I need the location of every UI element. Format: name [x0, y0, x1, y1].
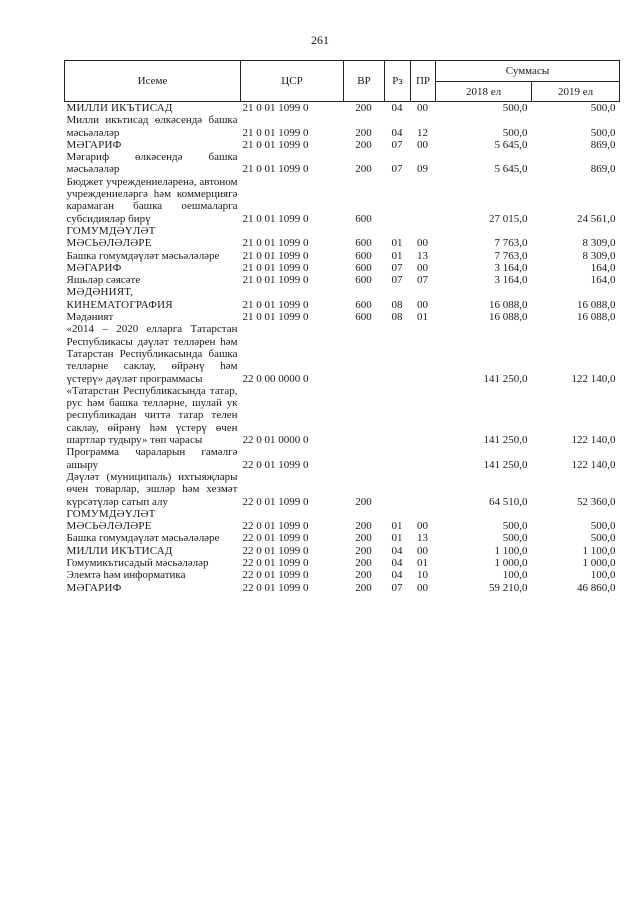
row-rz — [385, 385, 411, 446]
row-amount-2019: 869,0 — [590, 163, 616, 176]
table-row — [65, 582, 620, 594]
table-row — [65, 532, 620, 544]
row-amount-2018: 1 000,0 — [494, 556, 528, 569]
row-name: Милли икътисад өлкәсендә башка мәсьәләләр — [66, 114, 238, 139]
row-csr: 21 0 01 1099 0 — [242, 102, 309, 114]
row-rz: 07 — [391, 261, 403, 274]
row-csr: 21 0 01 1099 0 — [242, 138, 309, 151]
row-pr: 00 — [417, 102, 428, 114]
row-rz — [385, 471, 411, 508]
table-row — [65, 446, 620, 471]
row-rz — [385, 176, 411, 225]
row-amount-2019: 122 140,0 — [571, 434, 616, 447]
row-vr: 200 — [355, 569, 372, 582]
row-vr: 600 — [355, 311, 372, 324]
row-rz: 01 — [391, 237, 403, 250]
row-name: МӘГАРИФ — [66, 138, 122, 151]
table-row — [65, 508, 620, 533]
row-amount-2018: 27 015,0 — [489, 212, 528, 225]
row-amount-2018: 5 645,0 — [494, 163, 528, 176]
row-amount-2019: 122 140,0 — [571, 458, 616, 471]
page-number: 261 — [311, 33, 329, 47]
row-amount-2019: 1 100,0 — [582, 544, 616, 557]
row-amount-2018: 7 763,0 — [494, 249, 528, 262]
table-row — [65, 545, 620, 557]
row-name: «2014 – 2020 елларга Татарстан Республикасы дәүләт телләрен һәм Татарстан Республикасында башка телләрне саклау, өйрәнү һәм үстерү» дәүләт программасы — [66, 323, 238, 385]
row-vr: 200 — [355, 581, 372, 594]
row-pr: 07 — [417, 274, 428, 287]
table-row — [65, 151, 620, 176]
row-csr: 22 0 01 1099 0 — [242, 520, 309, 533]
row-vr — [344, 385, 385, 446]
row-amount-2018: 59 210,0 — [489, 581, 528, 594]
row-amount-2019: 8 309,0 — [582, 249, 616, 262]
row-vr: 200 — [355, 532, 372, 545]
row-rz: 04 — [391, 126, 403, 139]
row-amount-2019: 16 088,0 — [577, 311, 616, 324]
row-pr — [411, 385, 436, 446]
row-csr: 21 0 01 1099 0 — [242, 311, 309, 324]
header-csr: ЦСР — [241, 61, 344, 102]
row-rz: 01 — [391, 249, 403, 262]
row-csr: 21 0 01 1099 0 — [242, 249, 309, 262]
row-csr: 22 0 01 1099 0 — [242, 458, 309, 471]
table-body — [65, 102, 620, 594]
table-row — [65, 225, 620, 250]
row-vr: 600 — [355, 298, 372, 311]
row-rz: 07 — [391, 581, 403, 594]
row-name: ГОМУМДӘҮЛӘТ МӘСЬӘЛӘЛӘРЕ — [66, 507, 156, 533]
row-vr: 200 — [355, 544, 372, 557]
row-name: Яшьләр сәясәте — [66, 274, 141, 287]
row-vr: 600 — [355, 249, 372, 262]
row-csr: 21 0 01 1099 0 — [242, 237, 309, 250]
row-amount-2018: 500,0 — [502, 532, 528, 545]
row-name: МӘДӘНИЯТ, КИНЕМАТОГРАФИЯ — [66, 286, 173, 311]
row-rz: 04 — [391, 544, 403, 557]
row-name: ГОМУМДӘҮЛӘТ МӘСЬӘЛӘЛӘРЕ — [66, 224, 156, 250]
row-rz — [385, 323, 411, 384]
row-pr — [411, 446, 436, 471]
row-pr: 00 — [417, 261, 428, 274]
row-amount-2018: 500,0 — [502, 520, 528, 533]
row-vr: 200 — [355, 102, 372, 114]
row-amount-2018: 141 250,0 — [483, 434, 528, 447]
row-csr: 21 0 01 1099 0 — [242, 163, 309, 176]
table-row — [65, 311, 620, 323]
row-amount-2018: 100,0 — [502, 569, 528, 582]
row-name: Элемтә һәм информатика — [66, 569, 186, 582]
row-rz: 07 — [391, 163, 403, 176]
row-amount-2018: 141 250,0 — [483, 372, 528, 385]
row-pr: 00 — [417, 581, 428, 594]
row-csr: 22 0 01 1099 0 — [242, 581, 309, 594]
row-amount-2018: 64 510,0 — [489, 495, 528, 508]
row-pr: 10 — [417, 569, 428, 582]
row-csr: 22 0 01 1099 0 — [242, 544, 309, 557]
table-row — [65, 250, 620, 262]
table-row — [65, 139, 620, 151]
row-pr: 13 — [417, 249, 428, 262]
row-vr — [344, 323, 385, 384]
row-amount-2018: 500,0 — [502, 126, 528, 139]
row-csr: 22 0 01 1099 0 — [242, 532, 309, 545]
row-vr: 200 — [355, 163, 372, 176]
row-pr — [411, 176, 436, 225]
row-amount-2019: 16 088,0 — [577, 298, 616, 311]
row-amount-2019: 100,0 — [590, 569, 616, 582]
row-csr: 21 0 01 1099 0 — [242, 126, 309, 139]
row-name: Башка гомумдәүләт мәсьәләләре — [66, 532, 220, 545]
row-csr: 22 0 01 0000 0 — [242, 434, 309, 447]
row-pr: 13 — [417, 532, 428, 545]
row-amount-2019: 500,0 — [590, 532, 616, 545]
row-name: МИЛЛИ ИКЪТИСАД — [66, 102, 173, 114]
row-pr: 00 — [417, 520, 428, 533]
row-amount-2019: 1 000,0 — [582, 556, 616, 569]
row-csr: 22 0 01 1099 0 — [242, 556, 309, 569]
row-name: МӘГАРИФ — [66, 581, 122, 594]
row-pr: 00 — [417, 138, 428, 151]
row-amount-2019: 164,0 — [590, 274, 616, 287]
row-pr — [411, 323, 436, 384]
table-row — [65, 557, 620, 569]
row-csr: 21 0 01 1099 0 — [242, 261, 309, 274]
budget-table — [64, 60, 620, 594]
row-vr: 200 — [355, 126, 372, 139]
table-row — [65, 102, 620, 115]
row-vr: 600 — [355, 274, 372, 287]
row-name: МИЛЛИ ИКЪТИСАД — [66, 544, 173, 557]
table-row — [65, 323, 620, 384]
row-amount-2018: 16 088,0 — [489, 311, 528, 324]
row-amount-2019: 122 140,0 — [571, 372, 616, 385]
header-sums: Суммасы — [436, 61, 620, 82]
row-vr — [344, 446, 385, 471]
row-amount-2019: 24 561,0 — [577, 212, 616, 225]
row-rz: 04 — [391, 569, 403, 582]
header-year-2018: 2018 ел — [436, 82, 532, 102]
row-vr: 600 — [355, 261, 372, 274]
row-amount-2018: 500,0 — [502, 102, 528, 114]
row-name: Дәүләт (муниципаль) ихтыяҗлары өчен товарлар, эшләр һәм хезмәт күрсәтүләр сатып алу — [66, 470, 238, 508]
row-amount-2018: 141 250,0 — [483, 458, 528, 471]
row-vr: 200 — [355, 138, 372, 151]
row-name: Мәгариф өлкәсендә башка мәсьәләләр — [66, 151, 238, 176]
row-name: «Татарстан Республикасында татар, рус һәм башка телләрне, шулай ук республикадан читтә татар телен саклау, өйрәнү һәм үстерү өчен шартлар тудыру» төп чарасы — [66, 384, 238, 447]
row-vr: 200 — [355, 520, 372, 533]
row-vr: 200 — [355, 556, 372, 569]
header-name: Исеме — [65, 61, 241, 102]
row-name: Гомумикътисадый мәсьәләләр — [66, 556, 209, 569]
row-vr: 600 — [355, 237, 372, 250]
row-amount-2019: 500,0 — [590, 126, 616, 139]
table-row — [65, 176, 620, 225]
header-vr: ВР — [344, 61, 385, 102]
row-pr: 12 — [417, 126, 428, 139]
row-rz: 08 — [391, 311, 403, 324]
row-name: Мәдәният — [66, 311, 114, 324]
header-pr: ПР — [411, 61, 436, 102]
table-header — [65, 61, 620, 102]
row-name: Башка гомумдәүләт мәсьәләләре — [66, 249, 220, 262]
row-csr: 21 0 01 1099 0 — [242, 274, 309, 287]
row-csr: 21 0 01 1099 0 — [242, 298, 309, 311]
row-pr: 01 — [417, 311, 428, 324]
row-amount-2018: 16 088,0 — [489, 298, 528, 311]
row-amount-2019: 52 360,0 — [577, 495, 616, 508]
row-csr: 22 0 01 1099 0 — [242, 495, 309, 508]
row-rz: 01 — [391, 532, 403, 545]
row-amount-2019: 869,0 — [590, 138, 616, 151]
row-pr — [411, 471, 436, 508]
row-rz: 07 — [391, 274, 403, 287]
table-row — [65, 569, 620, 581]
table-row — [65, 385, 620, 446]
row-rz: 08 — [391, 298, 403, 311]
row-amount-2019: 500,0 — [590, 520, 616, 533]
row-csr: 22 0 01 1099 0 — [242, 569, 309, 582]
row-rz — [385, 446, 411, 471]
row-pr: 00 — [417, 298, 428, 311]
table-row — [65, 114, 620, 139]
row-vr: 200 — [355, 495, 372, 508]
table-row — [65, 471, 620, 508]
row-pr: 01 — [417, 556, 428, 569]
row-amount-2018: 3 164,0 — [494, 261, 528, 274]
table-row — [65, 262, 620, 274]
row-amount-2019: 164,0 — [590, 261, 616, 274]
row-rz: 07 — [391, 138, 403, 151]
row-amount-2018: 7 763,0 — [494, 237, 528, 250]
row-amount-2018: 3 164,0 — [494, 274, 528, 287]
row-name: Бюджет учреждениеләренә, автоном учреждениеләргә һәм коммерциягә карамаган башка оешмаларга субсидияләр бирү — [66, 175, 238, 225]
row-rz: 04 — [391, 102, 403, 114]
row-csr: 21 0 01 1099 0 — [242, 212, 309, 225]
row-amount-2019: 46 860,0 — [577, 581, 616, 594]
row-pr: 09 — [417, 163, 428, 176]
row-amount-2018: 5 645,0 — [494, 138, 528, 151]
row-amount-2019: 500,0 — [590, 102, 616, 114]
row-amount-2019: 8 309,0 — [582, 237, 616, 250]
table-row — [65, 286, 620, 311]
row-pr: 00 — [417, 544, 428, 557]
header-year-2019: 2019 ел — [532, 82, 620, 102]
row-amount-2018: 1 100,0 — [494, 544, 528, 557]
header-rz: Рз — [385, 61, 411, 102]
row-name: Программа чараларын гамәлгә ашыру — [66, 446, 238, 471]
row-vr: 600 — [355, 212, 372, 225]
row-csr: 22 0 00 0000 0 — [242, 372, 309, 385]
row-rz: 01 — [391, 520, 403, 533]
row-pr: 00 — [417, 237, 428, 250]
row-name: МӘГАРИФ — [66, 261, 122, 274]
table-row — [65, 274, 620, 286]
row-rz: 04 — [391, 556, 403, 569]
